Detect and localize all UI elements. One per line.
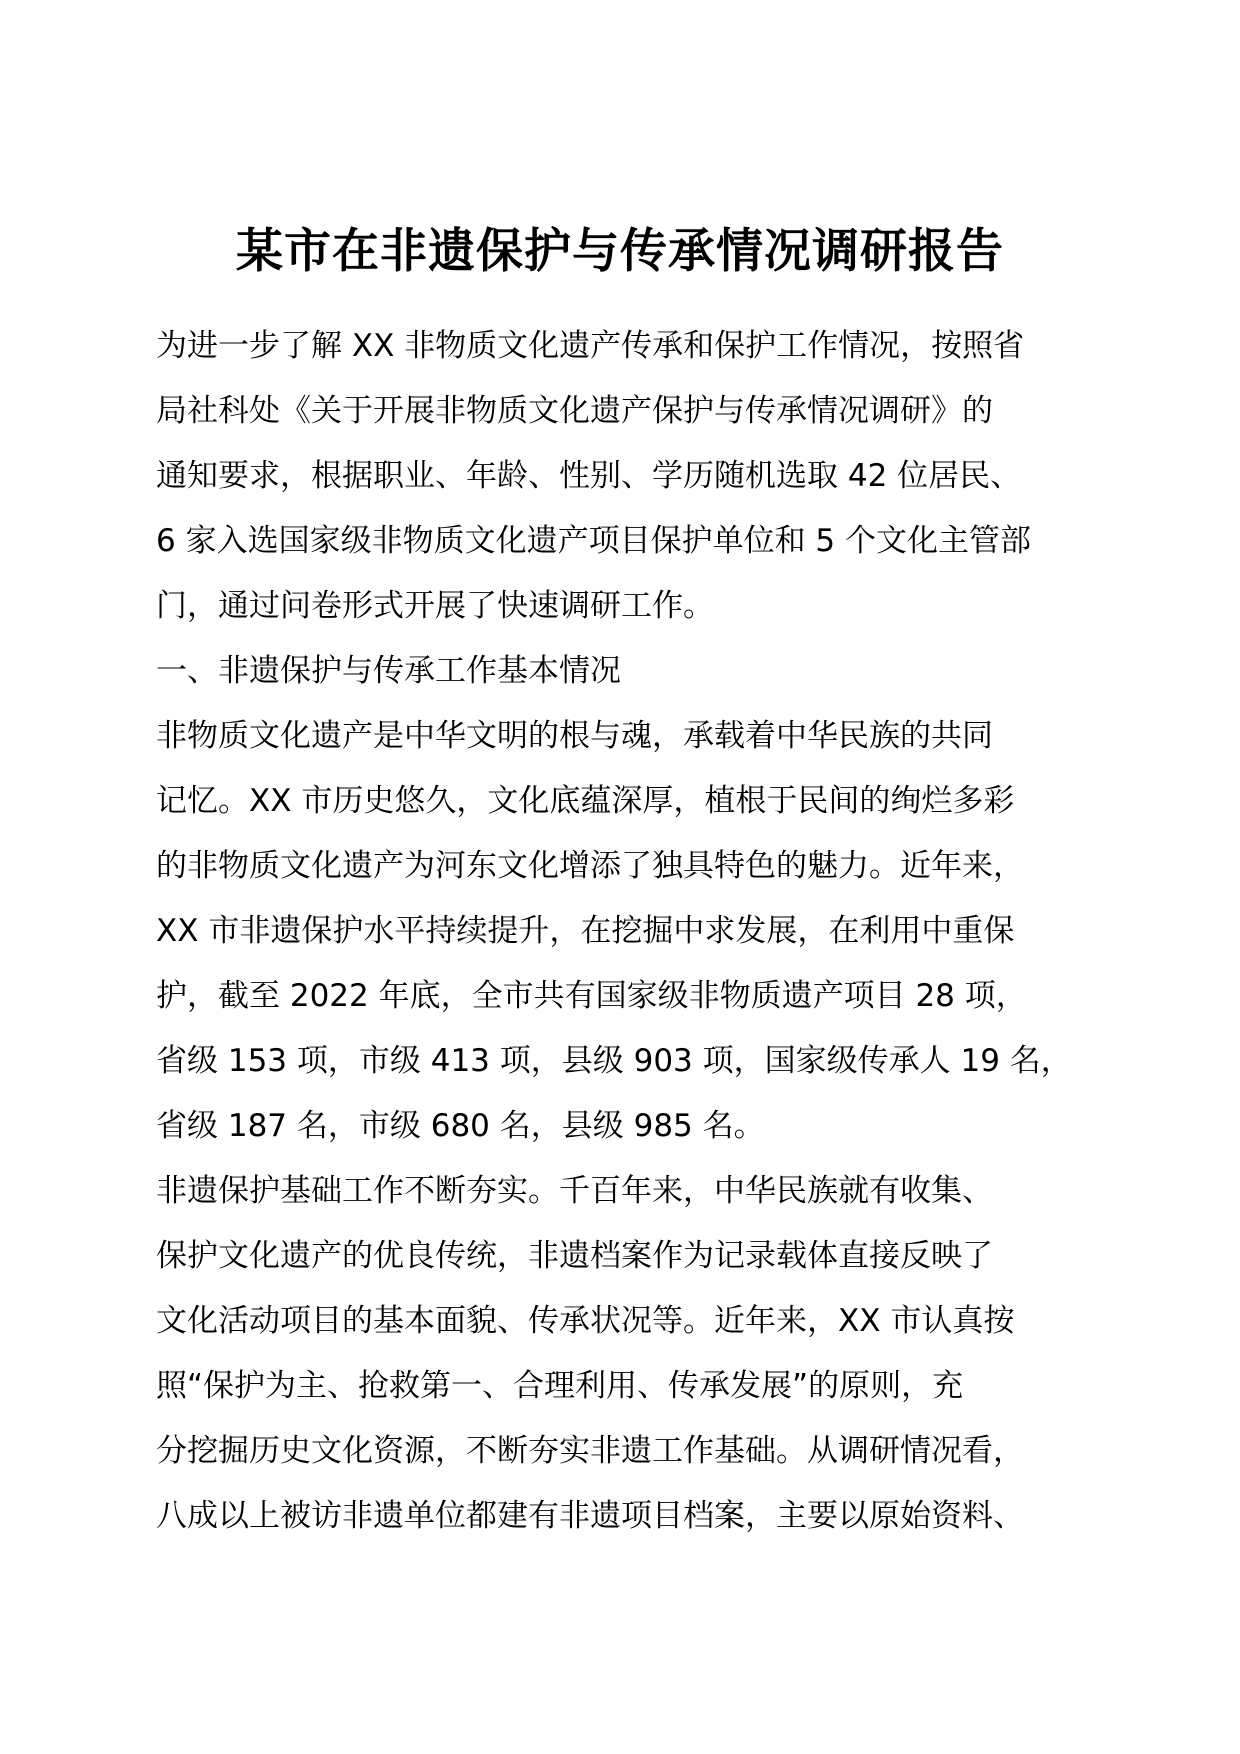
body-line-5: 门，通过问卷形式开展了快速调研工作。 <box>156 588 714 624</box>
body-line-1: 为进一步了解 XX 非物质文化遗产传承和保护工作情况，按照省 <box>156 328 1025 364</box>
body-line-9: 的非物质文化遗产为河东文化增添了独具特色的魅力。近年来， <box>156 848 1024 884</box>
body-line-3: 通知要求，根据职业、年龄、性别、学历随机选取 42 位居民、 <box>156 458 1022 494</box>
document-title: 某市在非遗保护与传承情况调研报告 <box>236 224 1004 279</box>
body-line-12: 省级 153 项，市级 413 项，县级 903 项，国家级传承人 19 名， <box>156 1043 1072 1079</box>
body-line-7: 非物质文化遗产是中华文明的根与魂，承载着中华民族的共同 <box>156 718 993 754</box>
body-line-8: 记忆。XX 市历史悠久，文化底蕴深厚，植根于民间的绚烂多彩 <box>156 783 1015 819</box>
body-line-18: 分挖掘历史文化资源，不断夯实非遗工作基础。从调研情况看， <box>156 1433 1024 1469</box>
body-line-13: 省级 187 名，市级 680 名，县级 985 名。 <box>156 1108 765 1144</box>
body-line-2: 局社科处《关于开展非物质文化遗产保护与传承情况调研》的 <box>156 393 993 429</box>
body-line-4: 6 家入选国家级非物质文化遗产项目保护单位和 5 个文化主管部 <box>156 523 1032 559</box>
body-line-16: 文化活动项目的基本面貌、传承状况等。近年来，XX 市认真按 <box>156 1303 1015 1339</box>
body-line-19: 八成以上被访非遗单位都建有非遗项目档案，主要以原始资料、 <box>156 1498 1024 1534</box>
body-line-10: XX 市非遗保护水平持续提升，在挖掘中求发展，在利用中重保 <box>156 913 1015 949</box>
body-line-15: 保护文化遗产的优良传统，非遗档案作为记录载体直接反映了 <box>156 1238 993 1274</box>
section-heading-1: 一、非遗保护与传承工作基本情况 <box>156 653 621 689</box>
body-line-17: 照“保护为主、抢救第一、合理利用、传承发展”的原则，充 <box>156 1368 964 1404</box>
body-line-11: 护，截至 2022 年底，全市共有国家级非物质遗产项目 28 项， <box>156 978 1027 1014</box>
body-line-14: 非遗保护基础工作不断夯实。千百年来，中华民族就有收集、 <box>156 1173 993 1209</box>
